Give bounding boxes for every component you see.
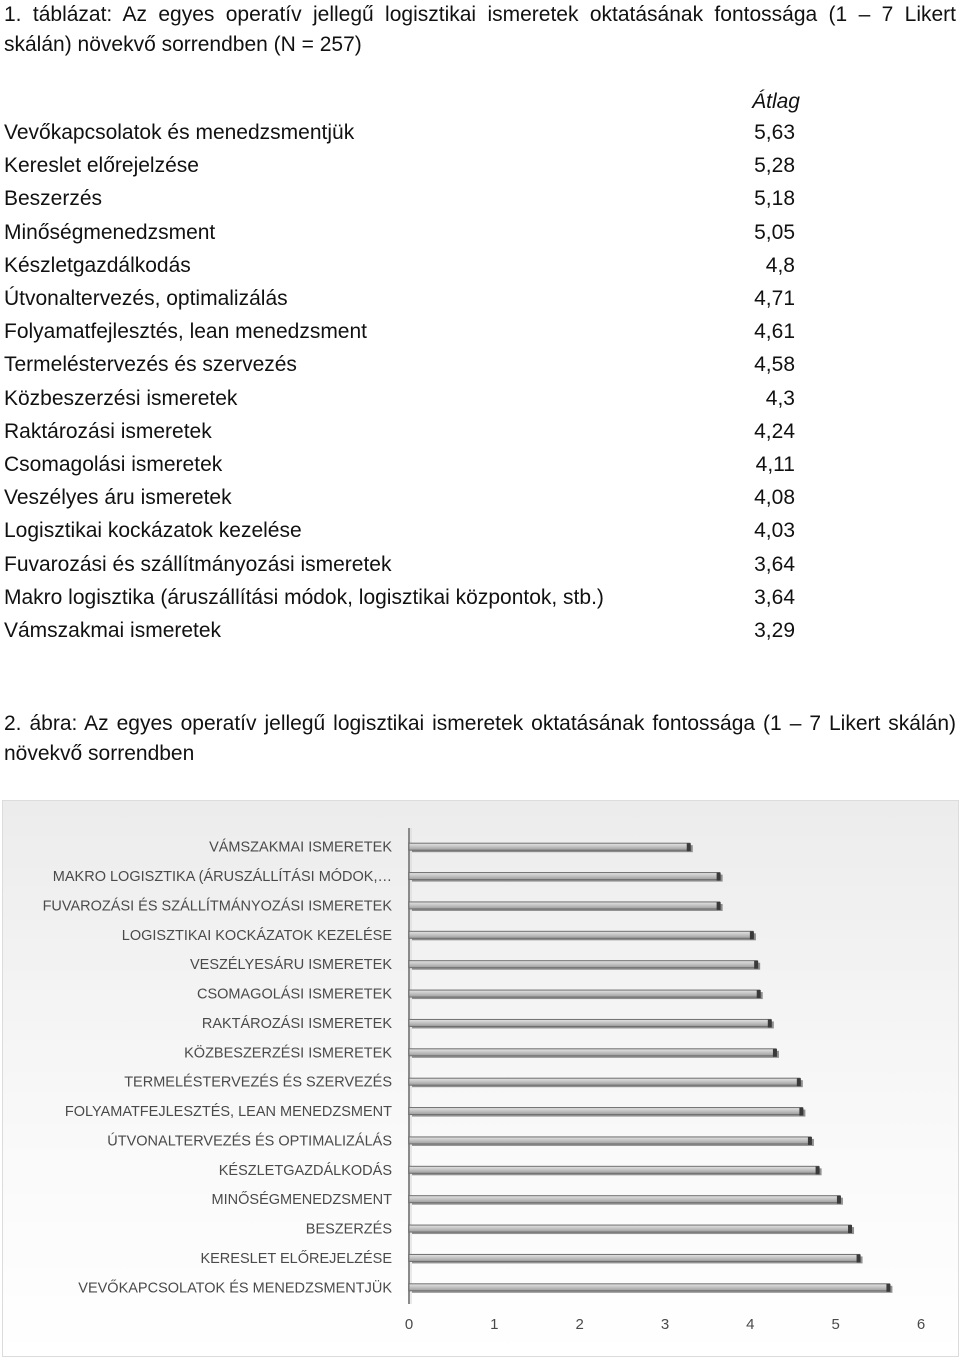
category-label: RAKTÁROZÁSI ISMERETEK [201,1015,392,1032]
row-value: 4,08 [754,486,795,510]
row-value: 3,64 [754,585,795,609]
bar [409,990,760,997]
category-label: CSOMAGOLÁSI ISMERETEK [197,986,392,1003]
bar-end-cap [848,1225,852,1233]
row-label: Készletgazdálkodás [4,253,191,277]
category-label: MAKRO LOGISZTIKA (ÁRUSZÁLLÍTÁSI MÓDOK,… [52,869,392,886]
row-value: 4,58 [754,353,795,377]
x-tick-label: 2 [575,1316,584,1333]
category-label: KERESLET ELŐREJELZÉSE [200,1250,392,1267]
bar [409,902,720,909]
bar-end-cap [857,1254,861,1262]
bar-end-cap [886,1284,890,1292]
bar-end-cap [717,873,721,881]
bar [409,1108,802,1115]
category-label: FUVAROZÁSI ÉS SZÁLLÍTMÁNYOZÁSI ISMERETEK [42,898,392,915]
bar [409,1166,819,1173]
row-value: 3,64 [754,552,795,576]
row-label: Beszerzés [4,187,103,211]
category-label: TERMELÉSTERVEZÉS ÉS SZERVEZÉS [124,1074,392,1091]
row-label: Minőségmenedzsment [4,220,216,244]
bar-end-cap [797,1078,801,1086]
bar [409,1019,771,1026]
category-label: FOLYAMATFEJLESZTÉS, LEAN MENEDZSMENT [64,1104,392,1121]
bar-end-cap [768,1019,772,1027]
category-label: MINŐSÉGMENEDZSMENT [211,1192,392,1209]
row-value: 4,61 [754,320,795,344]
category-label: VÁMSZAKMAI ISMERETEK [209,839,392,856]
row-label: Vevőkapcsolatok és menedzsmentjük [4,121,355,144]
category-label: LOGISZTIKAI KOCKÁZATOK KEZELÉSE [121,927,392,944]
row-label: Útvonaltervezés, optimalizálás [4,287,288,310]
bar-end-cap [816,1166,820,1174]
table-caption: 1. táblázat: Az egyes operatív jellegű logisztikai ismeretek oktatásának fontossága (1 – 7 Likert skálán) növekvő sorrendben (N = 257) [4,3,956,56]
row-label: Termeléstervezés és szervezés [4,353,297,377]
bar [409,1078,800,1085]
bar [409,1254,860,1261]
bar-end-cap [773,1049,777,1057]
row-value: 3,29 [754,619,795,642]
row-label: Vámszakmai ismeretek [4,619,222,642]
category-label: KÖZBESZERZÉSI ISMERETEK [184,1045,392,1062]
x-tick-label: 1 [490,1316,499,1333]
bar-end-cap [717,902,721,910]
bar [409,931,753,938]
row-label: Veszélyes áru ismeretek [4,486,232,510]
row-value: 4,11 [755,453,795,476]
x-tick-label: 6 [916,1316,926,1333]
row-label: Raktározási ismeretek [4,419,212,443]
bar [409,1049,776,1056]
bar-end-cap [754,961,758,969]
category-label: KÉSZLETGAZDÁLKODÁS [218,1162,392,1179]
x-tick-label: 3 [660,1316,670,1333]
bar-end-cap [687,843,691,851]
row-label: Fuvarozási és szállítmányozási ismeretek [4,552,392,576]
row-value: 5,18 [754,187,795,211]
x-tick-label: 5 [831,1316,840,1333]
bar-end-cap [750,931,754,939]
row-value: 5,63 [754,121,795,144]
category-label: BESZERZÉS [305,1221,392,1238]
row-label: Csomagolási ismeretek [4,453,223,476]
x-tick-label: 0 [404,1316,414,1333]
bar [409,1196,840,1203]
category-label: VESZÉLYESÁRU ISMERETEK [190,957,392,974]
bar [409,1137,811,1144]
row-value: 5,28 [754,154,795,178]
table-value-header: Átlag [752,90,800,113]
bar-end-cap [837,1196,841,1204]
row-value: 5,05 [754,220,795,244]
row-label: Kereslet előrejelzése [4,154,199,178]
row-value: 4,71 [754,287,795,310]
bar [409,843,690,850]
bar-end-cap [799,1108,803,1116]
row-label: Makro logisztika (áruszállítási módok, logisztikai központok, stb.) [4,585,604,609]
bar [409,961,757,968]
row-label: Folyamatfejlesztés, lean menedzsment [4,320,367,344]
x-tick-label: 4 [746,1316,755,1333]
figure-caption: 2. ábra: Az egyes operatív jellegű logisztikai ismeretek oktatásának fontossága (1 – 7 Likert skálán) növekvő sorrendben [4,712,956,765]
bar [409,1284,889,1291]
bar-end-cap [808,1137,812,1145]
row-value: 4,03 [754,519,795,543]
bar [409,873,720,880]
row-value: 4,24 [754,419,795,443]
category-label: ÚTVONALTERVEZÉS ÉS OPTIMALIZÁLÁS [107,1133,392,1150]
category-label: VEVŐKAPCSOLATOK ÉS MENEDZSMENTJÜK [78,1280,392,1297]
row-label: Közbeszerzési ismeretek [4,386,238,410]
row-value: 4,8 [765,253,795,277]
row-value: 4,3 [765,386,795,410]
bar-end-cap [757,990,761,998]
bar [409,1225,851,1232]
row-label: Logisztikai kockázatok kezelése [4,519,302,543]
